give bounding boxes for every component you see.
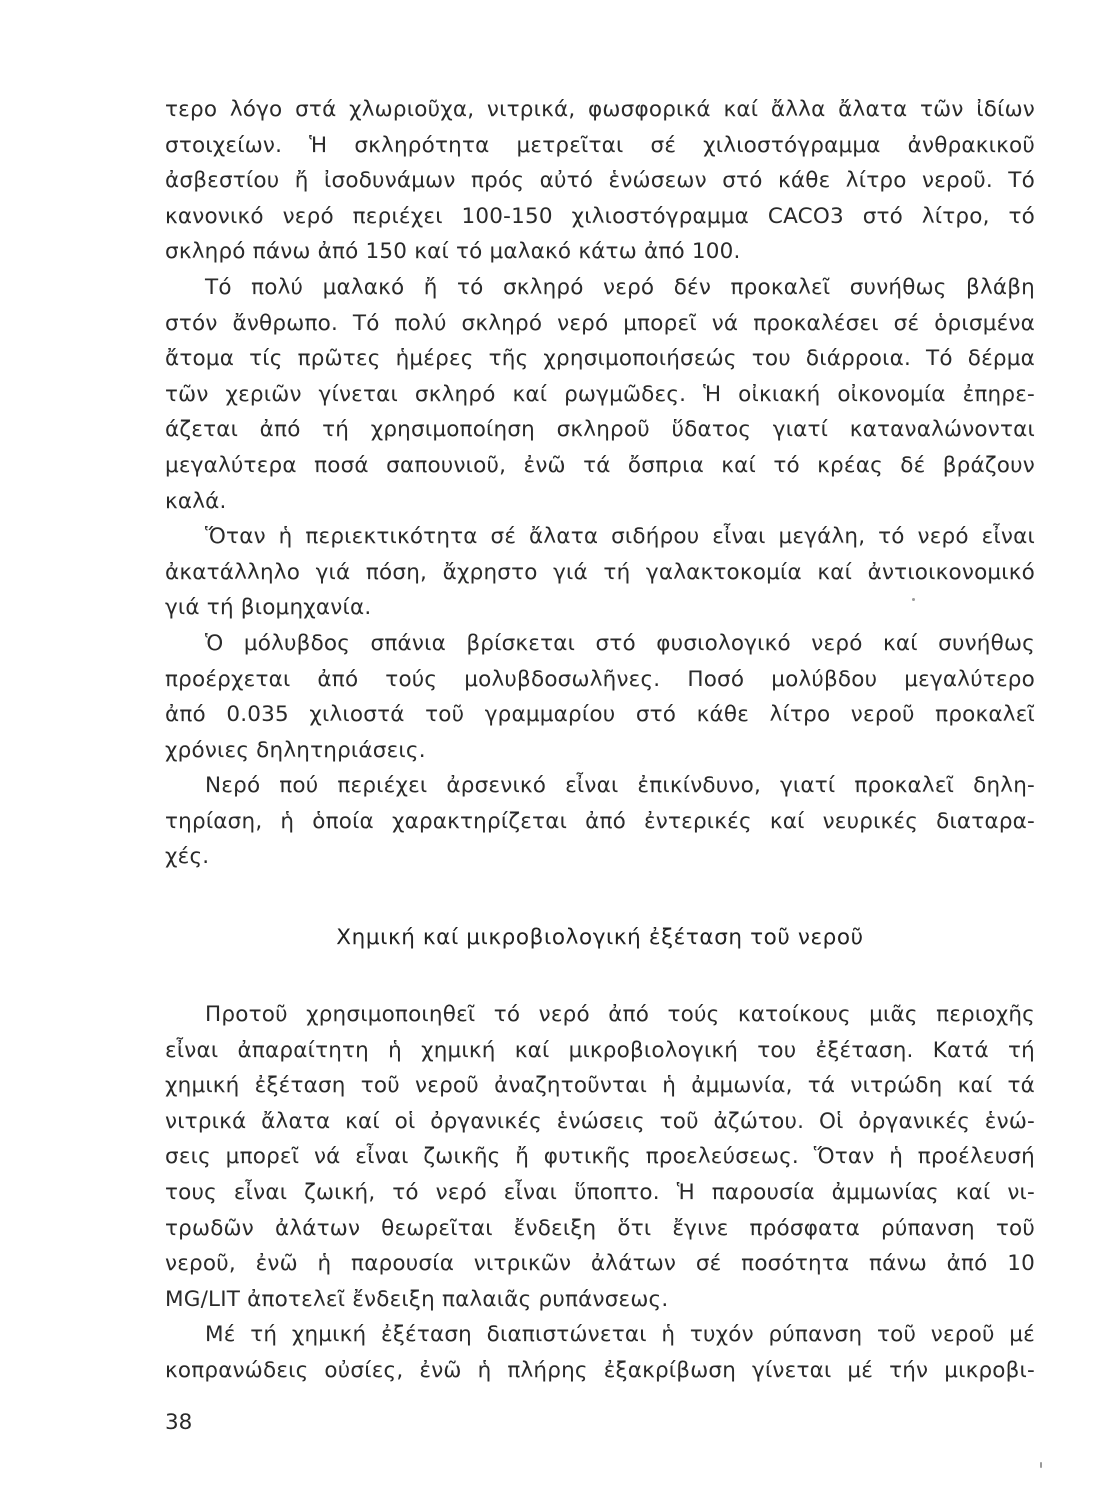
text-line: χρόνιες δηλητηριάσεις. bbox=[165, 737, 426, 763]
text-line: Τό πολύ μαλακό ἤ τό σκληρό νερό δέν προκαλεῖ συνήθως βλάβη bbox=[205, 274, 1035, 300]
text-line: Μέ τή χημική ἐξέταση διαπιστώνεται ἡ τυχόν ρύπανση τοῦ νεροῦ μέ bbox=[205, 1322, 1035, 1348]
text-line: τρωδῶν ἀλάτων θεωρεῖται ἔνδειξη ὅτι ἔγινε πρόσφατα ρύπανση τοῦ bbox=[165, 1215, 1035, 1241]
scan-speck bbox=[1040, 1462, 1042, 1468]
text-line: ἄτομα τίς πρῶτες ἡμέρες τῆς χρησιμοποιήσεώς του διάρροια. Τό δέρμα bbox=[165, 346, 1035, 372]
text-line: χές. bbox=[165, 844, 210, 870]
text-line: Ὁ μόλυβδος σπάνια βρίσκεται στό φυσιολογικό νερό καί συνήθως bbox=[205, 630, 1035, 656]
text-line: στόν ἄνθρωπο. Τό πολύ σκληρό νερό μπορεῖ νά προκαλέσει σέ ὁρισμένα bbox=[165, 310, 1035, 336]
text-line: ἀσβεστίου ἤ ἰσοδυνάμων πρός αὐτό ἑνώσεων στό κάθε λίτρο νεροῦ. Τό bbox=[165, 168, 1035, 194]
text-line: τερο λόγο στά χλωριοῦχα, νιτρικά, φωσφορικά καί ἄλλα ἄλατα τῶν ἰδίων bbox=[165, 97, 1035, 122]
text-line: νεροῦ, ἐνῶ ἡ παρουσία νιτρικῶν ἀλάτων σέ ποσότητα πάνω ἀπό 10 bbox=[165, 1251, 1035, 1277]
section-heading: Χημική καί μικροβιολογική ἐξέταση τοῦ νεροῦ bbox=[336, 925, 864, 950]
page-body bbox=[165, 92, 1035, 1383]
text-line: άζεται ἀπό τή χρησιμοποίηση σκληροῦ ὕδατος γιατί καταναλώνονται bbox=[165, 417, 1035, 443]
text-line: ἀπό 0.035 χιλιοστά τοῦ γραμμαρίου στό κάθε λίτρο νεροῦ προκαλεῖ bbox=[165, 702, 1035, 728]
text-line: κοπρανώδεις οὐσίες, ἐνῶ ἡ πλήρης ἐξακρίβωση γίνεται μέ τήν μικροβι- bbox=[165, 1357, 1035, 1383]
text-line: Νερό πού περιέχει ἀρσενικό εἶναι ἐπικίνδυνο, γιατί προκαλεῖ δηλη- bbox=[205, 773, 1035, 799]
paragraph-1 bbox=[165, 92, 1035, 270]
paragraph-5 bbox=[165, 768, 1035, 875]
text-line: εἶναι ἀπαραίτητη ἡ χημική καί μικροβιολογική του ἐξέταση. Κατά τή bbox=[165, 1037, 1035, 1063]
text-line: σεις μπορεῖ νά εἶναι ζωικῆς ἤ φυτικῆς προελεύσεως. Ὅταν ἡ προέλευσή bbox=[165, 1144, 1035, 1170]
text-line: γιά τή βιομηχανία. bbox=[165, 595, 372, 621]
paragraph-3 bbox=[165, 519, 1035, 626]
text-line: ἀκατάλληλο γιά πόση, ἄχρηστο γιά τή γαλακτοκομία καί ἀντιοικονομικό bbox=[165, 559, 1035, 585]
paragraph-7 bbox=[165, 1317, 1035, 1388]
text-line: προέρχεται ἀπό τούς μολυβδοσωλῆνες. Ποσό μολύβδου μεγαλύτερο bbox=[165, 666, 1035, 692]
scan-speck bbox=[912, 598, 915, 601]
text-line: Προτοῦ χρησιμοποιηθεῖ τό νερό ἀπό τούς κατοίκους μιᾶς περιοχῆς bbox=[205, 1002, 1035, 1027]
paragraph-6 bbox=[165, 997, 1035, 1317]
section-body bbox=[165, 997, 1035, 1389]
text-line: κανονικό νερό περιέχει 100-150 χιλιοστόγραμμα CACO3 στό λίτρο, τό bbox=[165, 203, 1035, 229]
page-number: 38 bbox=[165, 1410, 193, 1435]
paragraph-2 bbox=[165, 270, 1035, 519]
text-line: χημική ἐξέταση τοῦ νεροῦ ἀναζητοῦνται ἡ ἀμμωνία, τά νιτρώδη καί τά bbox=[165, 1073, 1035, 1099]
text-line: καλά. bbox=[165, 488, 227, 514]
text-line: μεγαλύτερα ποσά σαπουνιοῦ, ἐνῶ τά ὄσπρια καί τό κρέας δέ βράζουν bbox=[165, 452, 1035, 478]
text-line: σκληρό πάνω ἀπό 150 καί τό μαλακό κάτω ἀπό 100. bbox=[165, 239, 741, 265]
text-line: στοιχείων. Ἡ σκληρότητα μετρεῖται σέ χιλιοστόγραμμα ἀνθρακικοῦ bbox=[165, 132, 1035, 158]
text-line: τῶν χεριῶν γίνεται σκληρό καί ρωγμῶδες. Ἡ οἰκιακή οἰκονομία ἐπηρε- bbox=[165, 381, 1035, 407]
paragraph-4 bbox=[165, 626, 1035, 768]
text-line: MG/LIT ἀποτελεῖ ἔνδειξη παλαιᾶς ρυπάνσεως. bbox=[165, 1286, 669, 1312]
text-line: τους εἶναι ζωική, τό νερό εἶναι ὕποπτο. Ἡ παρουσία ἀμμωνίας καί νι- bbox=[165, 1179, 1035, 1205]
text-line: τηρίαση, ἡ ὁποία χαρακτηρίζεται ἀπό ἐντερικές καί νευρικές διαταρα- bbox=[165, 808, 1035, 834]
text-line: νιτρικά ἄλατα καί οἱ ὀργανικές ἑνώσεις τοῦ ἀζώτου. Οἱ ὀργανικές ἑνώ- bbox=[165, 1108, 1035, 1134]
text-line: Ὅταν ἡ περιεκτικότητα σέ ἄλατα σιδήρου εἶναι μεγάλη, τό νερό εἶναι bbox=[205, 524, 1035, 550]
